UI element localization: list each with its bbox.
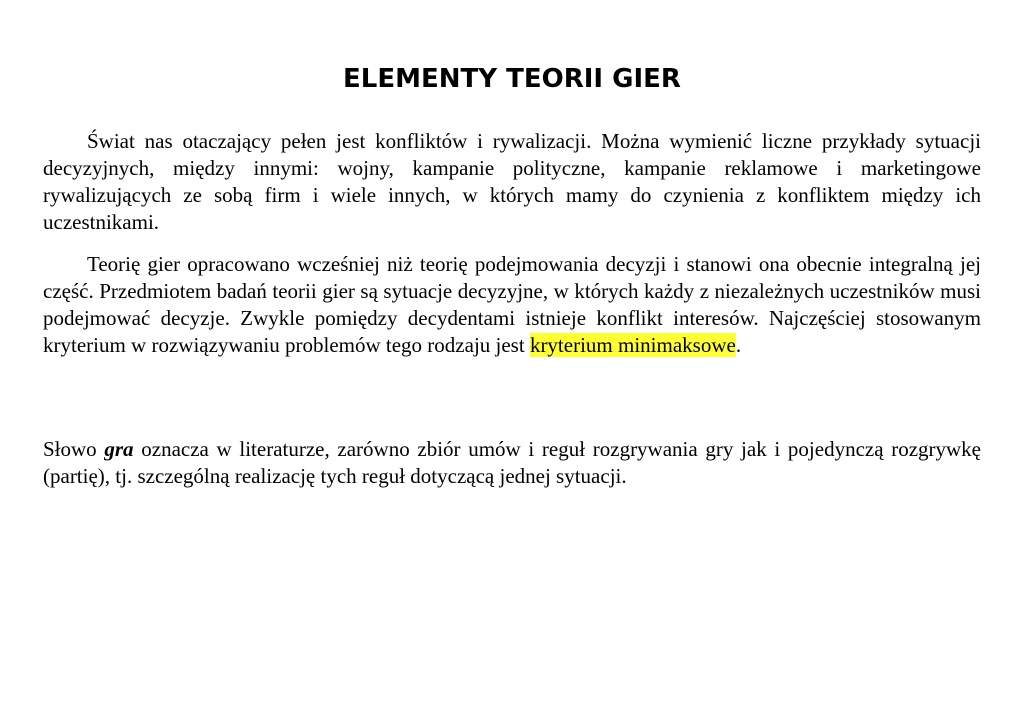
document-title: ELEMENTY TEORII GIER <box>343 64 681 94</box>
highlighted-term: kryterium minimaksowe <box>529 333 736 357</box>
paragraph-2-text: Teorię gier opracowano wcześniej niż teorię podejmowania decyzji i stanowi ona obecnie integralną jej część. Przedmiotem badań teorii gier są sytuacje decyzyjne, w których każdy z niezależnych uczestników musi podejmować decyzje. Zwykle pomiędzy decydentami istnieje konflikt interesów. Najczęściej stosowanym kryterium w rozwiązywaniu problemów tego rodzaju jest <box>43 252 981 357</box>
paragraph-3 <box>43 436 981 490</box>
paragraph-1: Świat nas otaczający pełen jest konfliktów i rywalizacji. Można wymienić liczne przykłady sytuacji decyzyjnych, między innymi: wojny, kampanie polityczne, kampanie reklamowe i marketingowe rywalizujących ze sobą firm i wiele innych, w których mamy do czynienia z konfliktem między ich uczestnikami. <box>43 129 981 234</box>
paragraph-3-rest: oznacza w literaturze, zarówno zbiór umów i reguł rozgrywania gry jak i pojedynczą rozgrywkę (partię), tj. szczególną realizację tych reguł dotyczącą jednej sytuacji. <box>43 437 982 488</box>
paragraph-3-start: Słowo <box>43 437 105 461</box>
paragraph-2 <box>43 251 981 359</box>
paragraph-2-end: . <box>735 333 742 357</box>
emphasized-word: gra <box>104 437 134 461</box>
